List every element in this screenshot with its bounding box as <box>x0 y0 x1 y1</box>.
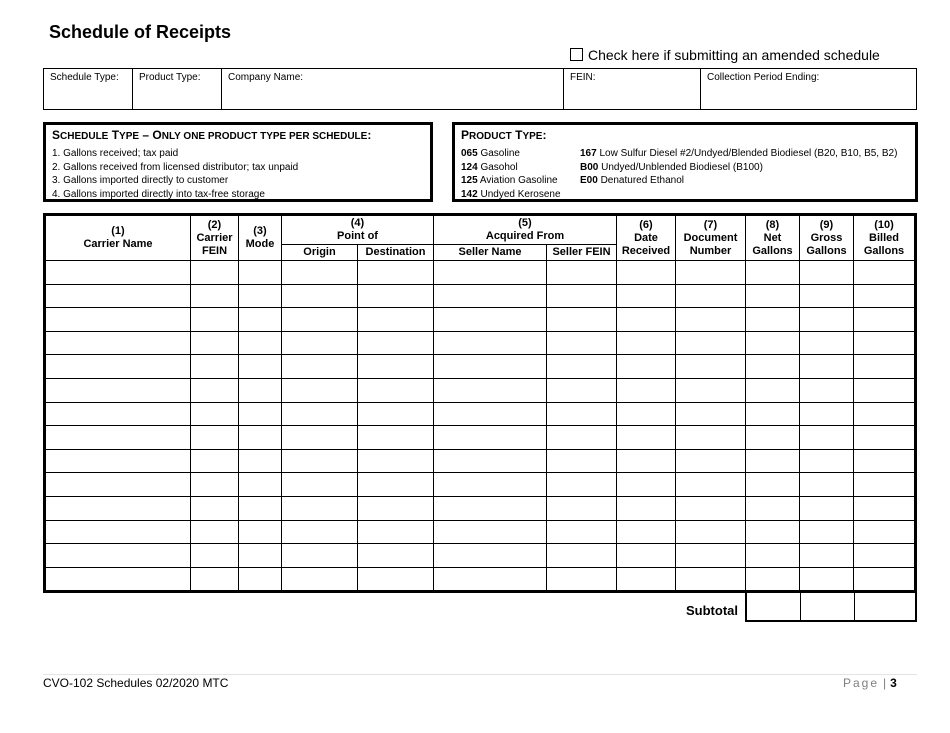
table-row <box>45 402 916 426</box>
col-net-gallons: (8) Net Gallons <box>746 215 800 261</box>
subtotal-gross-gallons[interactable] <box>800 593 854 621</box>
table-cell[interactable] <box>547 520 617 544</box>
product-item: 125 Aviation Gasoline <box>461 175 558 186</box>
table-cell[interactable] <box>282 544 358 568</box>
col-document-number: (7) Document Number <box>676 215 746 261</box>
table-cell[interactable] <box>434 473 547 497</box>
table-cell[interactable] <box>547 355 617 379</box>
table-cell[interactable] <box>800 544 854 568</box>
table-cell[interactable] <box>45 261 191 285</box>
table-cell[interactable] <box>434 378 547 402</box>
table-cell[interactable] <box>676 496 746 520</box>
table-row <box>45 473 916 497</box>
table-cell[interactable] <box>854 544 916 568</box>
table-cell[interactable] <box>547 426 617 450</box>
table-cell[interactable] <box>282 331 358 355</box>
product-type-heading: PRODUCT TYPE: <box>461 128 547 142</box>
table-cell[interactable] <box>434 308 547 332</box>
table-cell[interactable] <box>239 284 282 308</box>
table-cell[interactable] <box>45 402 191 426</box>
table-cell[interactable] <box>239 378 282 402</box>
table-cell[interactable] <box>746 567 800 592</box>
schedule-type-heading: SCHEDULE TYPE – ONLY ONE PRODUCT TYPE PER SCHEDULE: <box>52 128 372 142</box>
table-cell[interactable] <box>617 261 676 285</box>
table-cell[interactable] <box>434 544 547 568</box>
table-row <box>45 331 916 355</box>
table-cell[interactable] <box>45 426 191 450</box>
table-cell[interactable] <box>45 284 191 308</box>
table-cell[interactable] <box>45 496 191 520</box>
table-cell[interactable] <box>358 473 434 497</box>
table-cell[interactable] <box>282 355 358 379</box>
table-cell[interactable] <box>434 402 547 426</box>
table-cell[interactable] <box>358 355 434 379</box>
table-cell[interactable] <box>800 426 854 450</box>
table-cell[interactable] <box>282 308 358 332</box>
table-cell[interactable] <box>239 308 282 332</box>
table-cell[interactable] <box>45 355 191 379</box>
legend-item: 1. Gallons received; tax paid <box>52 148 179 159</box>
table-cell[interactable] <box>676 567 746 592</box>
subtotal-row <box>745 593 917 622</box>
table-cell[interactable] <box>282 402 358 426</box>
table-cell[interactable] <box>746 355 800 379</box>
table-cell[interactable] <box>282 284 358 308</box>
table-cell[interactable] <box>617 426 676 450</box>
table-cell[interactable] <box>358 544 434 568</box>
table-cell[interactable] <box>800 308 854 332</box>
table-cell[interactable] <box>547 308 617 332</box>
table-cell[interactable] <box>358 520 434 544</box>
table-cell[interactable] <box>191 449 239 473</box>
subtotal-net-gallons[interactable] <box>746 593 800 621</box>
table-cell[interactable] <box>854 284 916 308</box>
table-cell[interactable] <box>358 567 434 592</box>
table-cell[interactable] <box>282 567 358 592</box>
product-item: B00 Undyed/Unblended Biodiesel (B100) <box>580 161 763 173</box>
table-cell[interactable] <box>854 567 916 592</box>
table-cell[interactable] <box>282 496 358 520</box>
table-cell[interactable] <box>854 355 916 379</box>
table-cell[interactable] <box>358 449 434 473</box>
product-type-legend <box>452 122 918 202</box>
table-cell[interactable] <box>800 261 854 285</box>
table-cell[interactable] <box>191 402 239 426</box>
table-cell[interactable] <box>800 496 854 520</box>
table-cell[interactable] <box>617 402 676 426</box>
schedule-type-field[interactable]: Schedule Type: <box>44 69 133 109</box>
table-cell[interactable] <box>282 473 358 497</box>
table-cell[interactable] <box>239 261 282 285</box>
table-cell[interactable] <box>617 544 676 568</box>
product-item: 065 Gasoline <box>461 148 520 159</box>
table-cell[interactable] <box>434 284 547 308</box>
table-cell[interactable] <box>854 378 916 402</box>
table-cell[interactable] <box>800 402 854 426</box>
table-cell[interactable] <box>676 261 746 285</box>
table-cell[interactable] <box>358 261 434 285</box>
table-cell[interactable] <box>434 567 547 592</box>
table-cell[interactable] <box>282 426 358 450</box>
table-cell[interactable] <box>617 378 676 402</box>
receipts-table <box>43 213 917 593</box>
product-type-field[interactable]: Product Type: <box>133 69 222 109</box>
col-mode: (3) Mode <box>239 215 282 261</box>
product-item: 124 Gasohol <box>461 161 518 173</box>
company-name-field[interactable]: Company Name: <box>222 69 564 109</box>
col-acquired-from: (5) Acquired From <box>434 215 617 245</box>
table-cell[interactable] <box>358 426 434 450</box>
table-cell[interactable] <box>617 308 676 332</box>
table-cell[interactable] <box>45 567 191 592</box>
table-cell[interactable] <box>800 567 854 592</box>
table-cell[interactable] <box>617 284 676 308</box>
col-destination: Destination <box>358 245 434 261</box>
table-row <box>45 261 916 285</box>
table-cell[interactable] <box>676 520 746 544</box>
table-row <box>45 520 916 544</box>
table-row <box>45 567 916 592</box>
table-cell[interactable] <box>45 520 191 544</box>
table-cell[interactable] <box>854 402 916 426</box>
table-cell[interactable] <box>282 261 358 285</box>
table-cell[interactable] <box>434 520 547 544</box>
table-row <box>45 308 916 332</box>
table-cell[interactable] <box>746 331 800 355</box>
table-cell[interactable] <box>547 449 617 473</box>
amended-checkbox[interactable] <box>570 47 880 63</box>
table-cell[interactable] <box>800 449 854 473</box>
table-cell[interactable] <box>617 473 676 497</box>
table-cell[interactable] <box>239 544 282 568</box>
table-cell[interactable] <box>434 449 547 473</box>
table-cell[interactable] <box>45 308 191 332</box>
table-cell[interactable] <box>676 308 746 332</box>
table-cell[interactable] <box>45 331 191 355</box>
table-cell[interactable] <box>800 355 854 379</box>
table-cell[interactable] <box>746 496 800 520</box>
table-row <box>45 449 916 473</box>
col-carrier-name: (1) Carrier Name <box>45 215 191 261</box>
table-cell[interactable] <box>434 496 547 520</box>
table-cell[interactable] <box>239 402 282 426</box>
table-cell[interactable] <box>547 284 617 308</box>
header-fields <box>43 68 917 110</box>
table-cell[interactable] <box>45 378 191 402</box>
legend-item: 4. Gallons imported directly into tax-free storage <box>52 188 265 200</box>
table-cell[interactable] <box>800 520 854 544</box>
table-cell[interactable] <box>191 378 239 402</box>
table-cell[interactable] <box>547 402 617 426</box>
table-cell[interactable] <box>676 355 746 379</box>
table-cell[interactable] <box>239 426 282 450</box>
table-cell[interactable] <box>676 544 746 568</box>
table-cell[interactable] <box>282 378 358 402</box>
table-cell[interactable] <box>800 378 854 402</box>
col-origin: Origin <box>282 245 358 261</box>
table-cell[interactable] <box>547 567 617 592</box>
table-cell[interactable] <box>617 449 676 473</box>
table-cell[interactable] <box>45 544 191 568</box>
table-cell[interactable] <box>547 331 617 355</box>
table-row <box>45 544 916 568</box>
table-cell[interactable] <box>676 426 746 450</box>
table-cell[interactable] <box>746 308 800 332</box>
form-id: CVO-102 Schedules 02/2020 MTC <box>43 676 229 690</box>
footer-divider <box>43 674 917 675</box>
table-cell[interactable] <box>191 473 239 497</box>
product-item: E00 Denatured Ethanol <box>580 175 684 186</box>
table-cell[interactable] <box>676 284 746 308</box>
col-date-received: (6) Date Received <box>617 215 676 261</box>
table-cell[interactable] <box>239 520 282 544</box>
table-cell[interactable] <box>191 426 239 450</box>
table-cell[interactable] <box>800 331 854 355</box>
table-cell[interactable] <box>191 496 239 520</box>
table-cell[interactable] <box>239 331 282 355</box>
table-cell[interactable] <box>617 496 676 520</box>
col-point-of: (4) Point of <box>282 215 434 245</box>
table-cell[interactable] <box>854 308 916 332</box>
table-cell[interactable] <box>45 473 191 497</box>
table-cell[interactable] <box>676 402 746 426</box>
table-cell[interactable] <box>547 261 617 285</box>
table-cell[interactable] <box>434 261 547 285</box>
table-cell[interactable] <box>191 567 239 592</box>
table-cell[interactable] <box>746 473 800 497</box>
table-cell[interactable] <box>191 331 239 355</box>
table-cell[interactable] <box>239 473 282 497</box>
page-title: Schedule of Receipts <box>49 22 232 42</box>
table-cell[interactable] <box>191 261 239 285</box>
table-cell[interactable] <box>358 308 434 332</box>
table-cell[interactable] <box>282 449 358 473</box>
table-cell[interactable] <box>617 331 676 355</box>
table-cell[interactable] <box>854 496 916 520</box>
fein-field[interactable]: FEIN: <box>564 69 701 109</box>
product-item: 167 Low Sulfur Diesel #2/Undyed/Blended Biodiesel (B20, B10, B5, B2) <box>580 148 898 159</box>
table-cell[interactable] <box>617 520 676 544</box>
table-cell[interactable] <box>676 378 746 402</box>
table-cell[interactable] <box>746 449 800 473</box>
table-cell[interactable] <box>191 355 239 379</box>
amended-label: Check here if submitting an amended schedule <box>588 47 880 63</box>
table-cell[interactable] <box>434 355 547 379</box>
table-cell[interactable] <box>358 331 434 355</box>
col-seller-name: Seller Name <box>434 245 547 261</box>
table-row <box>45 378 916 402</box>
table-cell[interactable] <box>547 544 617 568</box>
checkbox-box[interactable] <box>570 48 583 61</box>
table-cell[interactable] <box>854 473 916 497</box>
legend-item: 2. Gallons received from licensed distributor; tax unpaid <box>52 161 299 173</box>
table-cell[interactable] <box>191 308 239 332</box>
table-cell[interactable] <box>617 567 676 592</box>
table-cell[interactable] <box>746 402 800 426</box>
subtotal-label: Subtotal <box>686 603 738 618</box>
table-cell[interactable] <box>358 378 434 402</box>
table-cell[interactable] <box>239 567 282 592</box>
table-cell[interactable] <box>547 378 617 402</box>
table-cell[interactable] <box>854 426 916 450</box>
table-cell[interactable] <box>854 449 916 473</box>
table-cell[interactable] <box>854 331 916 355</box>
table-cell[interactable] <box>191 284 239 308</box>
table-cell[interactable] <box>45 449 191 473</box>
table-cell[interactable] <box>617 355 676 379</box>
table-cell[interactable] <box>239 355 282 379</box>
table-cell[interactable] <box>746 261 800 285</box>
table-cell[interactable] <box>434 426 547 450</box>
table-cell[interactable] <box>746 284 800 308</box>
legend-item: 3. Gallons imported directly to customer <box>52 175 229 186</box>
table-cell[interactable] <box>676 473 746 497</box>
table-cell[interactable] <box>358 402 434 426</box>
table-cell[interactable] <box>746 544 800 568</box>
collection-period-field[interactable]: Collection Period Ending: <box>707 72 820 83</box>
subtotal-billed-gallons[interactable] <box>854 593 916 621</box>
table-cell[interactable] <box>746 426 800 450</box>
page-number: Page | 3 <box>843 676 897 690</box>
table-cell[interactable] <box>239 449 282 473</box>
table-cell[interactable] <box>358 496 434 520</box>
table-cell[interactable] <box>676 449 746 473</box>
table-cell[interactable] <box>191 520 239 544</box>
col-billed-gallons: (10) Billed Gallons <box>854 215 916 261</box>
col-carrier-fein: (2) Carrier FEIN <box>191 215 239 261</box>
table-cell[interactable] <box>854 520 916 544</box>
table-cell[interactable] <box>191 544 239 568</box>
table-row <box>45 355 916 379</box>
table-cell[interactable] <box>800 284 854 308</box>
col-seller-fein: Seller FEIN <box>547 245 617 261</box>
schedule-type-legend <box>43 122 433 202</box>
col-gross-gallons: (9) Gross Gallons <box>800 215 854 261</box>
table-row <box>45 426 916 450</box>
table-cell[interactable] <box>434 331 547 355</box>
table-row <box>45 496 916 520</box>
table-cell[interactable] <box>746 378 800 402</box>
table-cell[interactable] <box>358 284 434 308</box>
table-cell[interactable] <box>746 520 800 544</box>
table-row <box>45 284 916 308</box>
table-cell[interactable] <box>282 520 358 544</box>
table-cell[interactable] <box>239 496 282 520</box>
table-cell[interactable] <box>547 496 617 520</box>
product-item: 142 Undyed Kerosene <box>461 188 561 200</box>
table-cell[interactable] <box>547 473 617 497</box>
table-cell[interactable] <box>854 261 916 285</box>
table-cell[interactable] <box>800 473 854 497</box>
table-cell[interactable] <box>676 331 746 355</box>
